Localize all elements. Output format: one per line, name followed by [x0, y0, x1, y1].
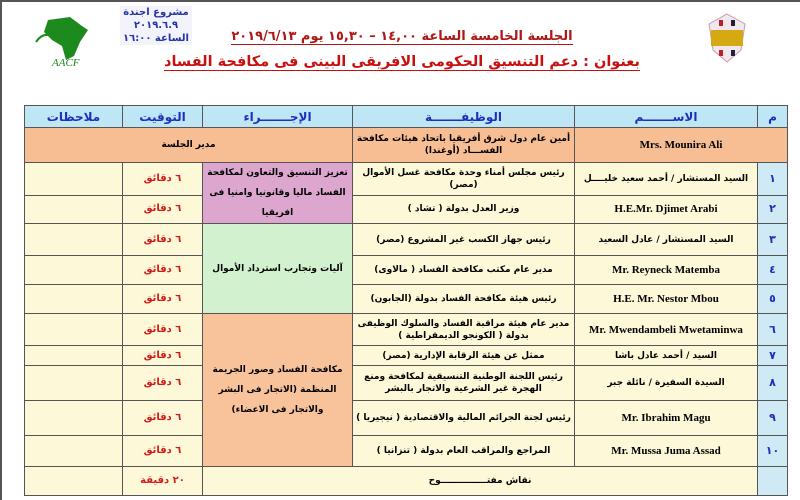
- moderator-name: Mrs. Mounira Ali: [575, 128, 788, 163]
- table-row: [25, 224, 788, 256]
- speaker-name: السيد المستشار / أحمد سعيد خليــــل: [575, 163, 758, 196]
- row-number: ١٠: [758, 436, 788, 467]
- speaker-job: رئيس هيئة مكافحة الفساد بدولة (الجابون): [353, 285, 575, 314]
- timing: ٦ دقائق: [123, 224, 203, 256]
- notes-cell: [25, 285, 123, 314]
- col-job: الوظيفـــــــة: [353, 106, 575, 128]
- row-number: ٩: [758, 401, 788, 436]
- table-row: [25, 436, 788, 467]
- speaker-name: السيدة السفيرة / نائلة جبر: [575, 366, 758, 401]
- row-number: ٦: [758, 314, 788, 346]
- notes-cell: [25, 256, 123, 285]
- procedure-cell: تعزيز التنسيق والتعاون لمكافحة الفساد ماليا وقانونيا وامنيا فى افريقيا: [203, 163, 353, 224]
- timing: ٦ دقائق: [123, 366, 203, 401]
- agenda-table: [24, 105, 788, 496]
- session-title: [2, 29, 800, 44]
- speaker-name: H.E. Mr. Nestor Mbou: [575, 285, 758, 314]
- speaker-job: ممثل عن هيئة الرقابة الإدارية (مصر): [353, 346, 575, 366]
- speaker-name: H.E.Mr. Djimet Arabi: [575, 195, 758, 223]
- speaker-job: مدير عام هيئة مراقبة الفساد والسلوك الوظيفى بدولة ( الكونجو الديمقراطية ): [353, 314, 575, 346]
- timing: ٦ دقائق: [123, 195, 203, 223]
- timing: ٦ دقائق: [123, 401, 203, 436]
- notes-cell: [25, 346, 123, 366]
- header-row: [25, 106, 788, 128]
- timing: ٦ دقائق: [123, 285, 203, 314]
- notes-cell: [25, 467, 123, 496]
- table-row: [25, 401, 788, 436]
- speaker-job: رئيس لجنة الجرائم المالية والاقتصادية ( نيجيريا ): [353, 401, 575, 436]
- session-title-text: الجلسة الخامسة الساعة ١٤,٠٠ – ١٥,٣٠ يوم ٢٠١٩/٦/١٣: [231, 29, 573, 44]
- draft-date: ٢٠١٩.٦.٩: [133, 20, 179, 31]
- row-number: ٥: [758, 285, 788, 314]
- table-row: [25, 163, 788, 196]
- col-timing: التوقيت: [123, 106, 203, 128]
- table-row: [25, 256, 788, 285]
- speaker-job: المراجع والمراقب العام بدولة ( تنزانيا ): [353, 436, 575, 467]
- timing: ٦ دقائق: [123, 256, 203, 285]
- final-timing: ٢٠ دقيقة: [123, 467, 203, 496]
- row-number: ٤: [758, 256, 788, 285]
- speaker-name: السيد المستشار / عادل السعيد: [575, 224, 758, 256]
- speaker-name: Mr. Mwendambeli Mwetaminwa: [575, 314, 758, 346]
- table-row: [25, 285, 788, 314]
- moderator-role: مدير الجلسة: [25, 128, 353, 163]
- speaker-name: Mr. Reyneck Matemba: [575, 256, 758, 285]
- table-row: [25, 346, 788, 366]
- timing: ٦ دقائق: [123, 314, 203, 346]
- notes-cell: [25, 436, 123, 467]
- row-number: ٧: [758, 346, 788, 366]
- final-num: [758, 467, 788, 496]
- moderator-row: [25, 128, 788, 163]
- speaker-job: رئيس جهاز الكسب غير المشروع (مصر): [353, 224, 575, 256]
- notes-cell: [25, 195, 123, 223]
- timing: ٦ دقائق: [123, 163, 203, 196]
- notes-cell: [25, 401, 123, 436]
- speaker-name: Mr. Mussa Juma Assad: [575, 436, 758, 467]
- timing: ٦ دقائق: [123, 436, 203, 467]
- speaker-job: رئيس اللجنة الوطنية التنسيقية لمكافحة ومنع الهجرة غير الشرعية والاتجار بالبشر: [353, 366, 575, 401]
- notes-cell: [25, 366, 123, 401]
- table-row: [25, 195, 788, 223]
- session-subject: [2, 54, 800, 70]
- row-number: ٨: [758, 366, 788, 401]
- col-notes: ملاحظات: [25, 106, 123, 128]
- draft-time: الساعة ١٦:٠٠: [123, 33, 189, 44]
- session-subject-text: بعنوان : دعم التنسيق الحكومى الافريقى البينى فى مكافحة الفساد: [164, 54, 640, 70]
- notes-cell: [25, 224, 123, 256]
- procedure-cell: آليات وتجارب استرداد الأموال: [203, 224, 353, 314]
- notes-cell: [25, 314, 123, 346]
- table-row: [25, 314, 788, 346]
- final-row: [25, 467, 788, 496]
- col-num: م: [758, 106, 788, 128]
- notes-cell: [25, 163, 123, 196]
- speaker-job: مدير عام مكتب مكافحة الفساد ( مالاوى): [353, 256, 575, 285]
- open-discussion: نقاش مفتـــــــــــــــوح: [203, 467, 758, 496]
- speaker-name: السيد / أحمد عادل باشا: [575, 346, 758, 366]
- svg-text:AACF: AACF: [52, 57, 80, 67]
- speaker-job: وزير العدل بدولة ( تشاد ): [353, 195, 575, 223]
- procedure-cell: مكافحة الفساد وصور الجريمة المنظمة (الاتجار فى البشر والاتجار فى الاعضاء): [203, 314, 353, 467]
- col-procedure: الإجـــــــراء: [203, 106, 353, 128]
- table-row: [25, 366, 788, 401]
- row-number: ١: [758, 163, 788, 196]
- speaker-name: Mr. Ibrahim Magu: [575, 401, 758, 436]
- row-number: ٣: [758, 224, 788, 256]
- speaker-job: رئيس مجلس أمناء وحدة مكافحة غسل الأموال (مصر): [353, 163, 575, 196]
- draft-label: مشروع اجندة: [123, 7, 189, 18]
- moderator-job: أمين عام دول شرق أفريقيا باتحاد هيئات مكافحة الفســـاد (أوغندا): [353, 128, 575, 163]
- timing: ٦ دقائق: [123, 346, 203, 366]
- col-name: الاســـــــم: [575, 106, 758, 128]
- row-number: ٢: [758, 195, 788, 223]
